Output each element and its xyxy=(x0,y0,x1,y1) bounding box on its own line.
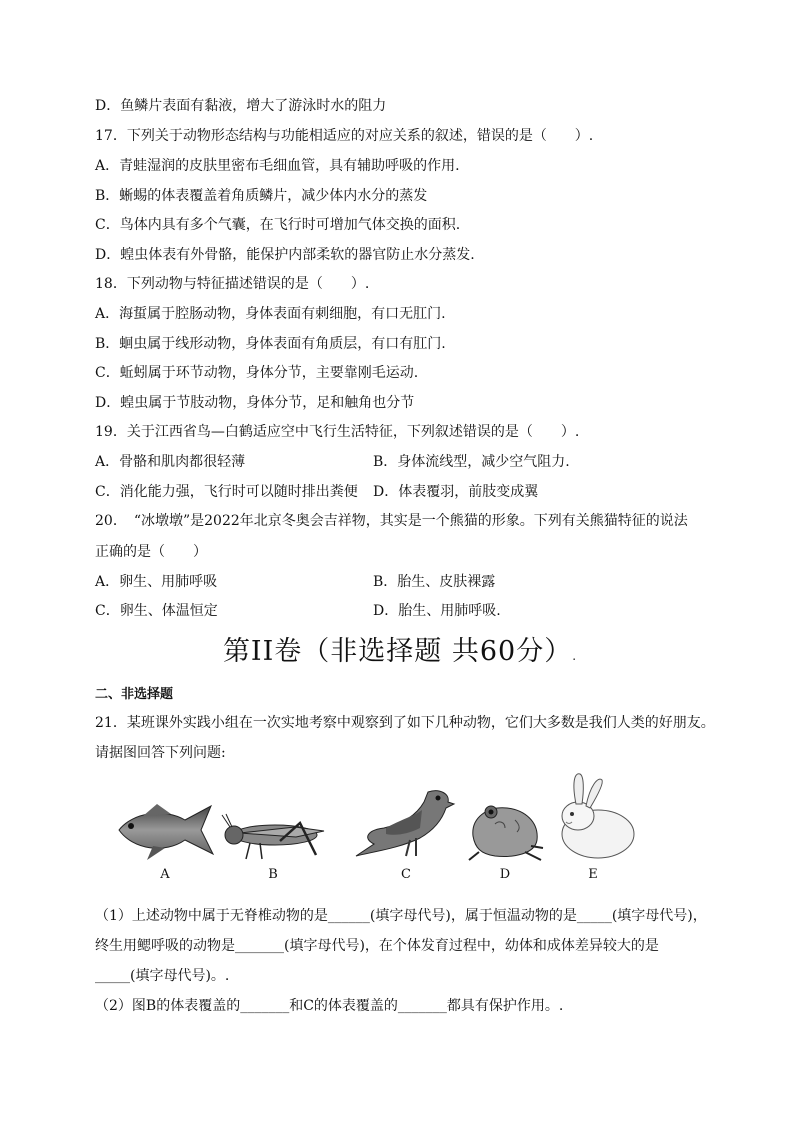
section-title xyxy=(0,634,800,674)
question-19-option-d: D．体表覆羽，前肢变成翼 xyxy=(373,484,539,500)
question-21-part-1-line-2: 终生用鳃呼吸的动物是_______(填字母代号)，在个体发育过程中，幼体和成体差异较大的是 xyxy=(95,938,659,954)
part-heading: 二、非选择题 xyxy=(95,687,174,702)
label-e: E xyxy=(588,867,598,882)
question-17-option-a: A．青蛙湿润的皮肤里密布毛细血管，具有辅助呼吸的作用. xyxy=(95,158,460,174)
question-19-option-c: C．消化能力强，飞行时可以随时排出粪便 xyxy=(95,484,358,500)
question-18-option-d: D．蝗虫属于节肢动物，身体分节，足和触角也分节 xyxy=(95,395,415,411)
question-16-option-d: D．鱼鳞片表面有黏液，增大了游泳时水的阻力 xyxy=(95,98,387,114)
grasshopper-image xyxy=(220,813,332,863)
frog-image xyxy=(465,798,545,863)
question-18-stem: 18．下列动物与特征描述错误的是（ ）. xyxy=(95,276,370,292)
question-17-option-c: C．鸟体内具有多个气囊，在飞行时可增加气体交换的面积. xyxy=(95,217,461,233)
section-title-dot: . xyxy=(572,649,578,663)
question-21-part-1-line-3: _____(填字母代号)。. xyxy=(95,968,230,984)
question-20-stem: 20． “冰墩墩”是2022年北京冬奥会吉祥物，其实是一个熊猫的形象。下列有关熊猫特征的说法 xyxy=(95,513,688,529)
question-21-part-2: （2）图B的体表覆盖的_______和C的体表覆盖的_______都具有保护作用。. xyxy=(95,998,564,1014)
question-17-stem: 17．下列关于动物形态结构与功能相适应的对应关系的叙述，错误的是（ ）. xyxy=(95,128,594,144)
question-18-option-b: B．蛔虫属于线形动物，身体表面有角质层，有口有肛门. xyxy=(95,336,446,352)
question-20-option-c: C．卵生、体温恒定 xyxy=(95,603,218,619)
question-19-option-b: B．身体流线型，减少空气阻力. xyxy=(373,454,570,470)
question-21-stem: 21．某班课外实践小组在一次实地考察中观察到了如下几种动物，它们大多数是我们人类的好朋友。 xyxy=(95,715,715,731)
question-18-option-a: A．海蜇属于腔肠动物，身体表面有刺细胞，有口无肛门. xyxy=(95,306,446,322)
question-17-option-b: B．蜥蜴的体表覆盖着角质鳞片，减少体内水分的蒸发 xyxy=(95,188,428,204)
question-20-option-d: D．胎生、用肺呼吸. xyxy=(373,603,501,619)
label-a: A xyxy=(160,867,170,882)
question-18-option-c: C．蚯蚓属于环节动物，身体分节，主要靠刚毛运动. xyxy=(95,365,419,381)
label-c: C xyxy=(401,867,411,882)
question-17-option-d: D．蝗虫体表有外骨骼，能保护内部柔软的器官防止水分蒸发. xyxy=(95,247,475,263)
fish-image xyxy=(113,798,218,863)
animals-figure xyxy=(105,768,665,893)
section-title-text: 第II卷（非选择题 共60分） xyxy=(222,636,573,667)
question-19-option-a: A．骨骼和肌肉都很轻薄 xyxy=(95,454,246,470)
question-21-stem-continued: 请据图回答下列问题: xyxy=(95,745,226,761)
rabbit-image xyxy=(550,768,640,863)
question-21-part-1-line-1: （1）上述动物中属于无脊椎动物的是______(填字母代号)，属于恒温动物的是_____(填字母代号)， xyxy=(95,908,707,924)
label-b: B xyxy=(268,867,278,882)
question-20-stem-continued: 正确的是（ ） xyxy=(95,544,207,560)
pigeon-image xyxy=(350,776,460,866)
question-19-stem: 19．关于江西省鸟—白鹤适应空中飞行生活特征，下列叙述错误的是（ ）. xyxy=(95,424,580,440)
question-20-option-b: B．胎生、皮肤裸露 xyxy=(373,574,496,590)
label-d: D xyxy=(499,867,511,882)
question-20-option-a: A．卵生、用肺呼吸 xyxy=(95,574,218,590)
